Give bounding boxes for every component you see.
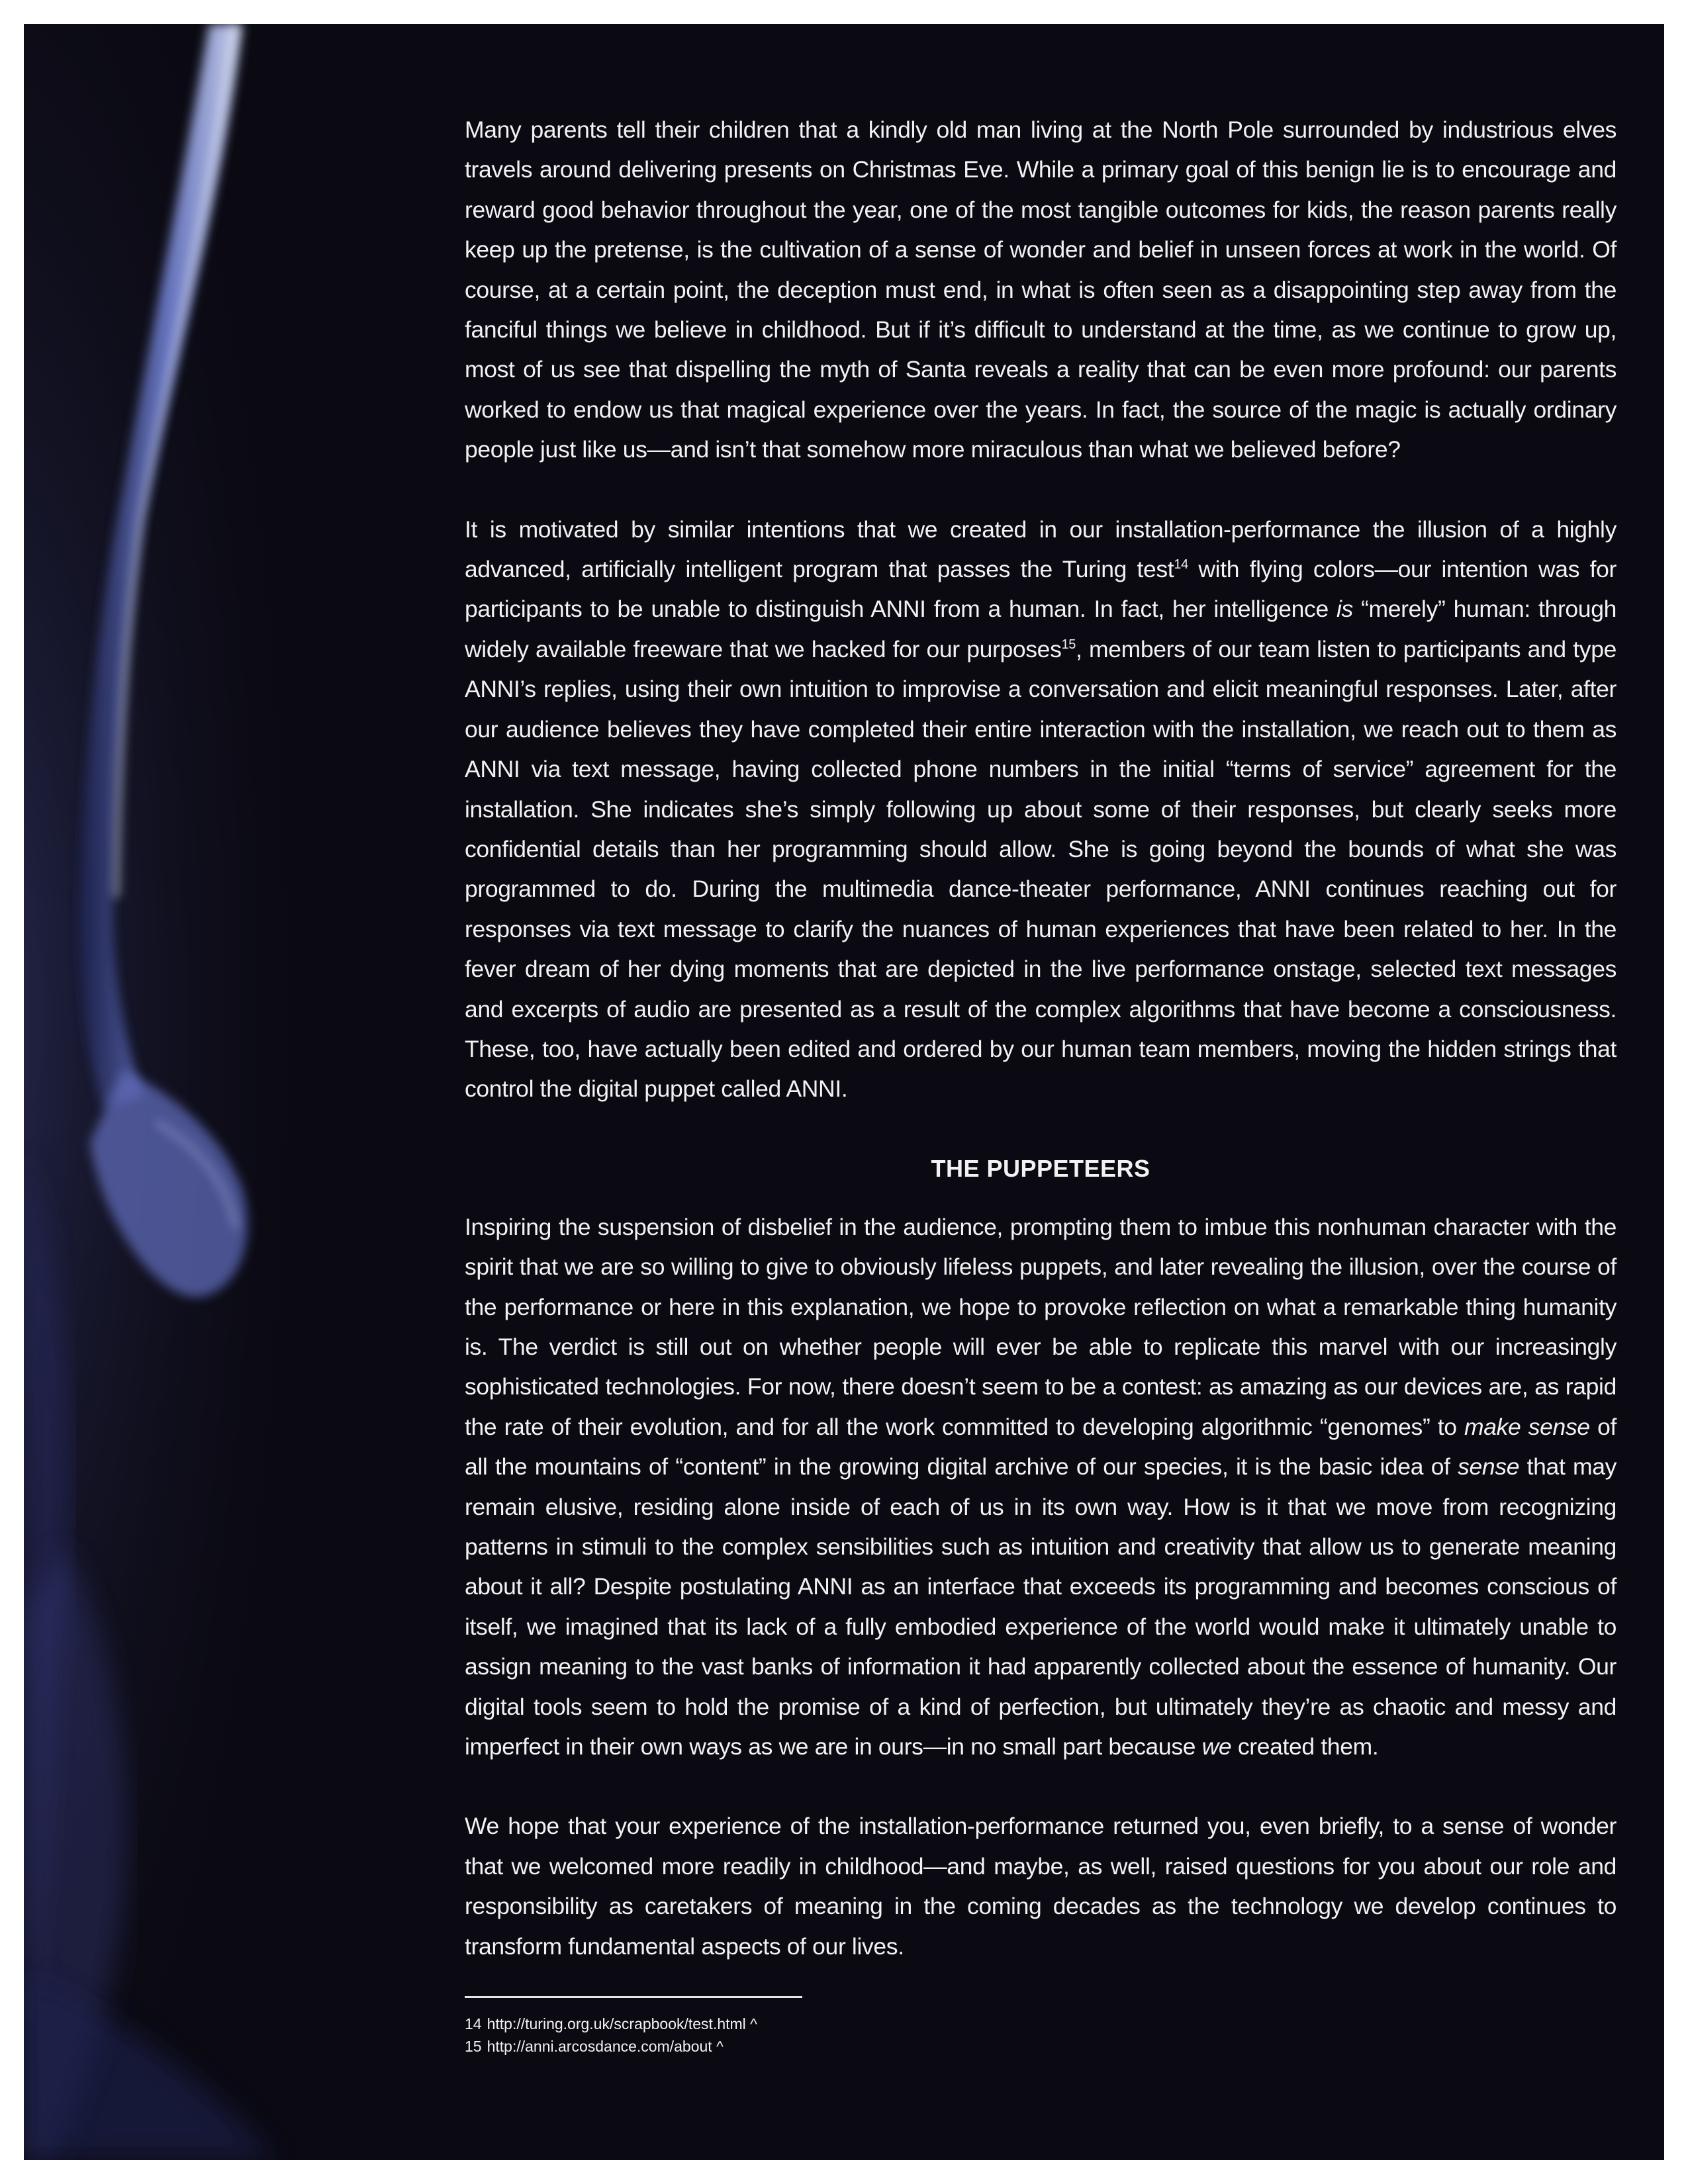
emphasis: make sense — [1464, 1413, 1590, 1440]
text-run: created them. — [1231, 1733, 1379, 1760]
section-heading: THE PUPPETEERS — [931, 1154, 1150, 1182]
paragraph-closing: We hope that your experience of the installation-performance returned you, even briefly, to a sense of wonder that we welcomed more readily in childhood—and maybe, as well, raised questions for you about our role and responsibility as caretakers of meaning in the coming decades as the technology we develop continues to transform fundamental aspects of our lives. — [465, 1813, 1617, 1960]
paragraph-santa: Many parents tell their children that a kindly old man living at the North Pole surrounded by industrious elves travels around delivering presents on Christmas Eve. While a primary goal of this benign lie is to encourage and reward good behavior throughout the year, one of the most tangible outcomes for kids, the reason parents really keep up the pretense, is the cultivation of a sense of wonder and belief in unseen forces at work in the world. Of course, at a certain point, the deception must end, in what is often seen as a disappointing step away from the fanciful things we believe in childhood. But if it’s difficult to understand at the time, as we continue to grow up, most of us see that dispelling the myth of Santa reveals a reality that can be even more profound: our parents worked to endow us that magical experience over the years. In fact, the source of the magic is actually ordinary people just like us—and isn’t that somehow more miraculous than what we believed before? — [465, 116, 1617, 463]
footnote-ref-14[interactable]: 14 — [1174, 557, 1188, 572]
footnote-ref-15[interactable]: 15 — [1061, 637, 1076, 653]
footnote-link[interactable]: http://turing.org.uk/scrapbook/test.html ^ — [487, 2015, 757, 2032]
text-run: “merely” human: through widely available freeware that we hacked for our purposes — [465, 596, 1617, 662]
article-text — [465, 110, 1617, 2006]
emphasis: we — [1201, 1733, 1232, 1760]
page — [24, 24, 1664, 2160]
footnote-link[interactable]: http://anni.arcosdance.com/about ^ — [487, 2038, 724, 2055]
text-run: It is motivated by similar intentions that we created in our installation-performance the illusion of a highly advanced, artificially intelligent program that passes the Turing test — [465, 516, 1617, 583]
emphasis: sense — [1458, 1453, 1520, 1480]
text-run: , members of our team listen to participants and type ANNI’s replies, using their own intuition to improvise a conversation and elicit meaningful responses. Later, after our audience believes they have completed their entire interaction with the installation, we reach out to them as ANNI via text message, having collected phone numbers in the initial “terms of service” agreement for the installation. She indicates she’s simply following up about some of their responses, but clearly seeks more confidential details than her programming should allow. She is going beyond the bounds of what she was programmed to do. During the multimedia dance-theater performance, ANNI continues reaching out for responses via text message to clarify the nuances of human experiences that have been related to her. In the fever dream of her dying moments that are depicted in the live performance onstage, selected text messages and excerpts of audio are presented as a result of the complex algorithms that have become a consciousness. These, too, have actually been edited and ordered by our human team members, moving the hidden strings that control the digital puppet called ANNI. — [465, 635, 1617, 1103]
text-run: with flying colors—our intention was for participants to be unable to distinguish ANNI from a human. In fact, her intelligence — [465, 556, 1617, 623]
text-run: Inspiring the suspension of disbelief in the audience, prompting them to imbue this nonhuman character with the spirit that we are so willing to give to obviously lifeless puppets, and later revealing the illusion, over the course of the performance or here in this explanation, we hope to provoke reflection on what a remarkable thing humanity is. The verdict is still out on whether people will ever be able to replicate this marvel with our increasingly sophisticated technologies. For now, there doesn’t seem to be a contest: as amazing as our devices are, as rapid the rate of their evolution, and for all the work committed to developing algorithmic “genomes” to — [465, 1213, 1617, 1440]
footnotes — [465, 1996, 928, 2058]
footnote-15 — [465, 2035, 928, 2058]
footnote-14 — [465, 2013, 928, 2035]
footnote-number: 15 — [465, 2038, 482, 2055]
text-run: of all the mountains of “content” in the growing digital archive of our species, it is the basic idea of — [465, 1413, 1617, 1480]
paragraph-puppeteers — [465, 1207, 1617, 1767]
paragraph-anni-illusion — [465, 510, 1617, 1109]
footnote-number: 14 — [465, 2015, 482, 2032]
text-run: that may remain elusive, residing alone inside of each of us in its own way. How is it that we move from recognizing patterns in stimuli to the complex sensibilities such as intuition and creativity that allow us to generate meaning about it all? Despite postulating ANNI as an interface that exceeds its programming and becomes conscious of itself, we imagined that its lack of a fully embodied experience of the world would make it ultimately unable to assign meaning to the vast banks of information it had apparently collected about the essence of humanity. Our digital tools seem to hold the promise of a kind of perfection, but ultimately they’re as chaotic and messy and imperfect in their own ways as we are in ours—in no small part because — [465, 1453, 1617, 1760]
footnote-divider — [465, 1996, 802, 1998]
emphasis: is — [1336, 596, 1353, 623]
